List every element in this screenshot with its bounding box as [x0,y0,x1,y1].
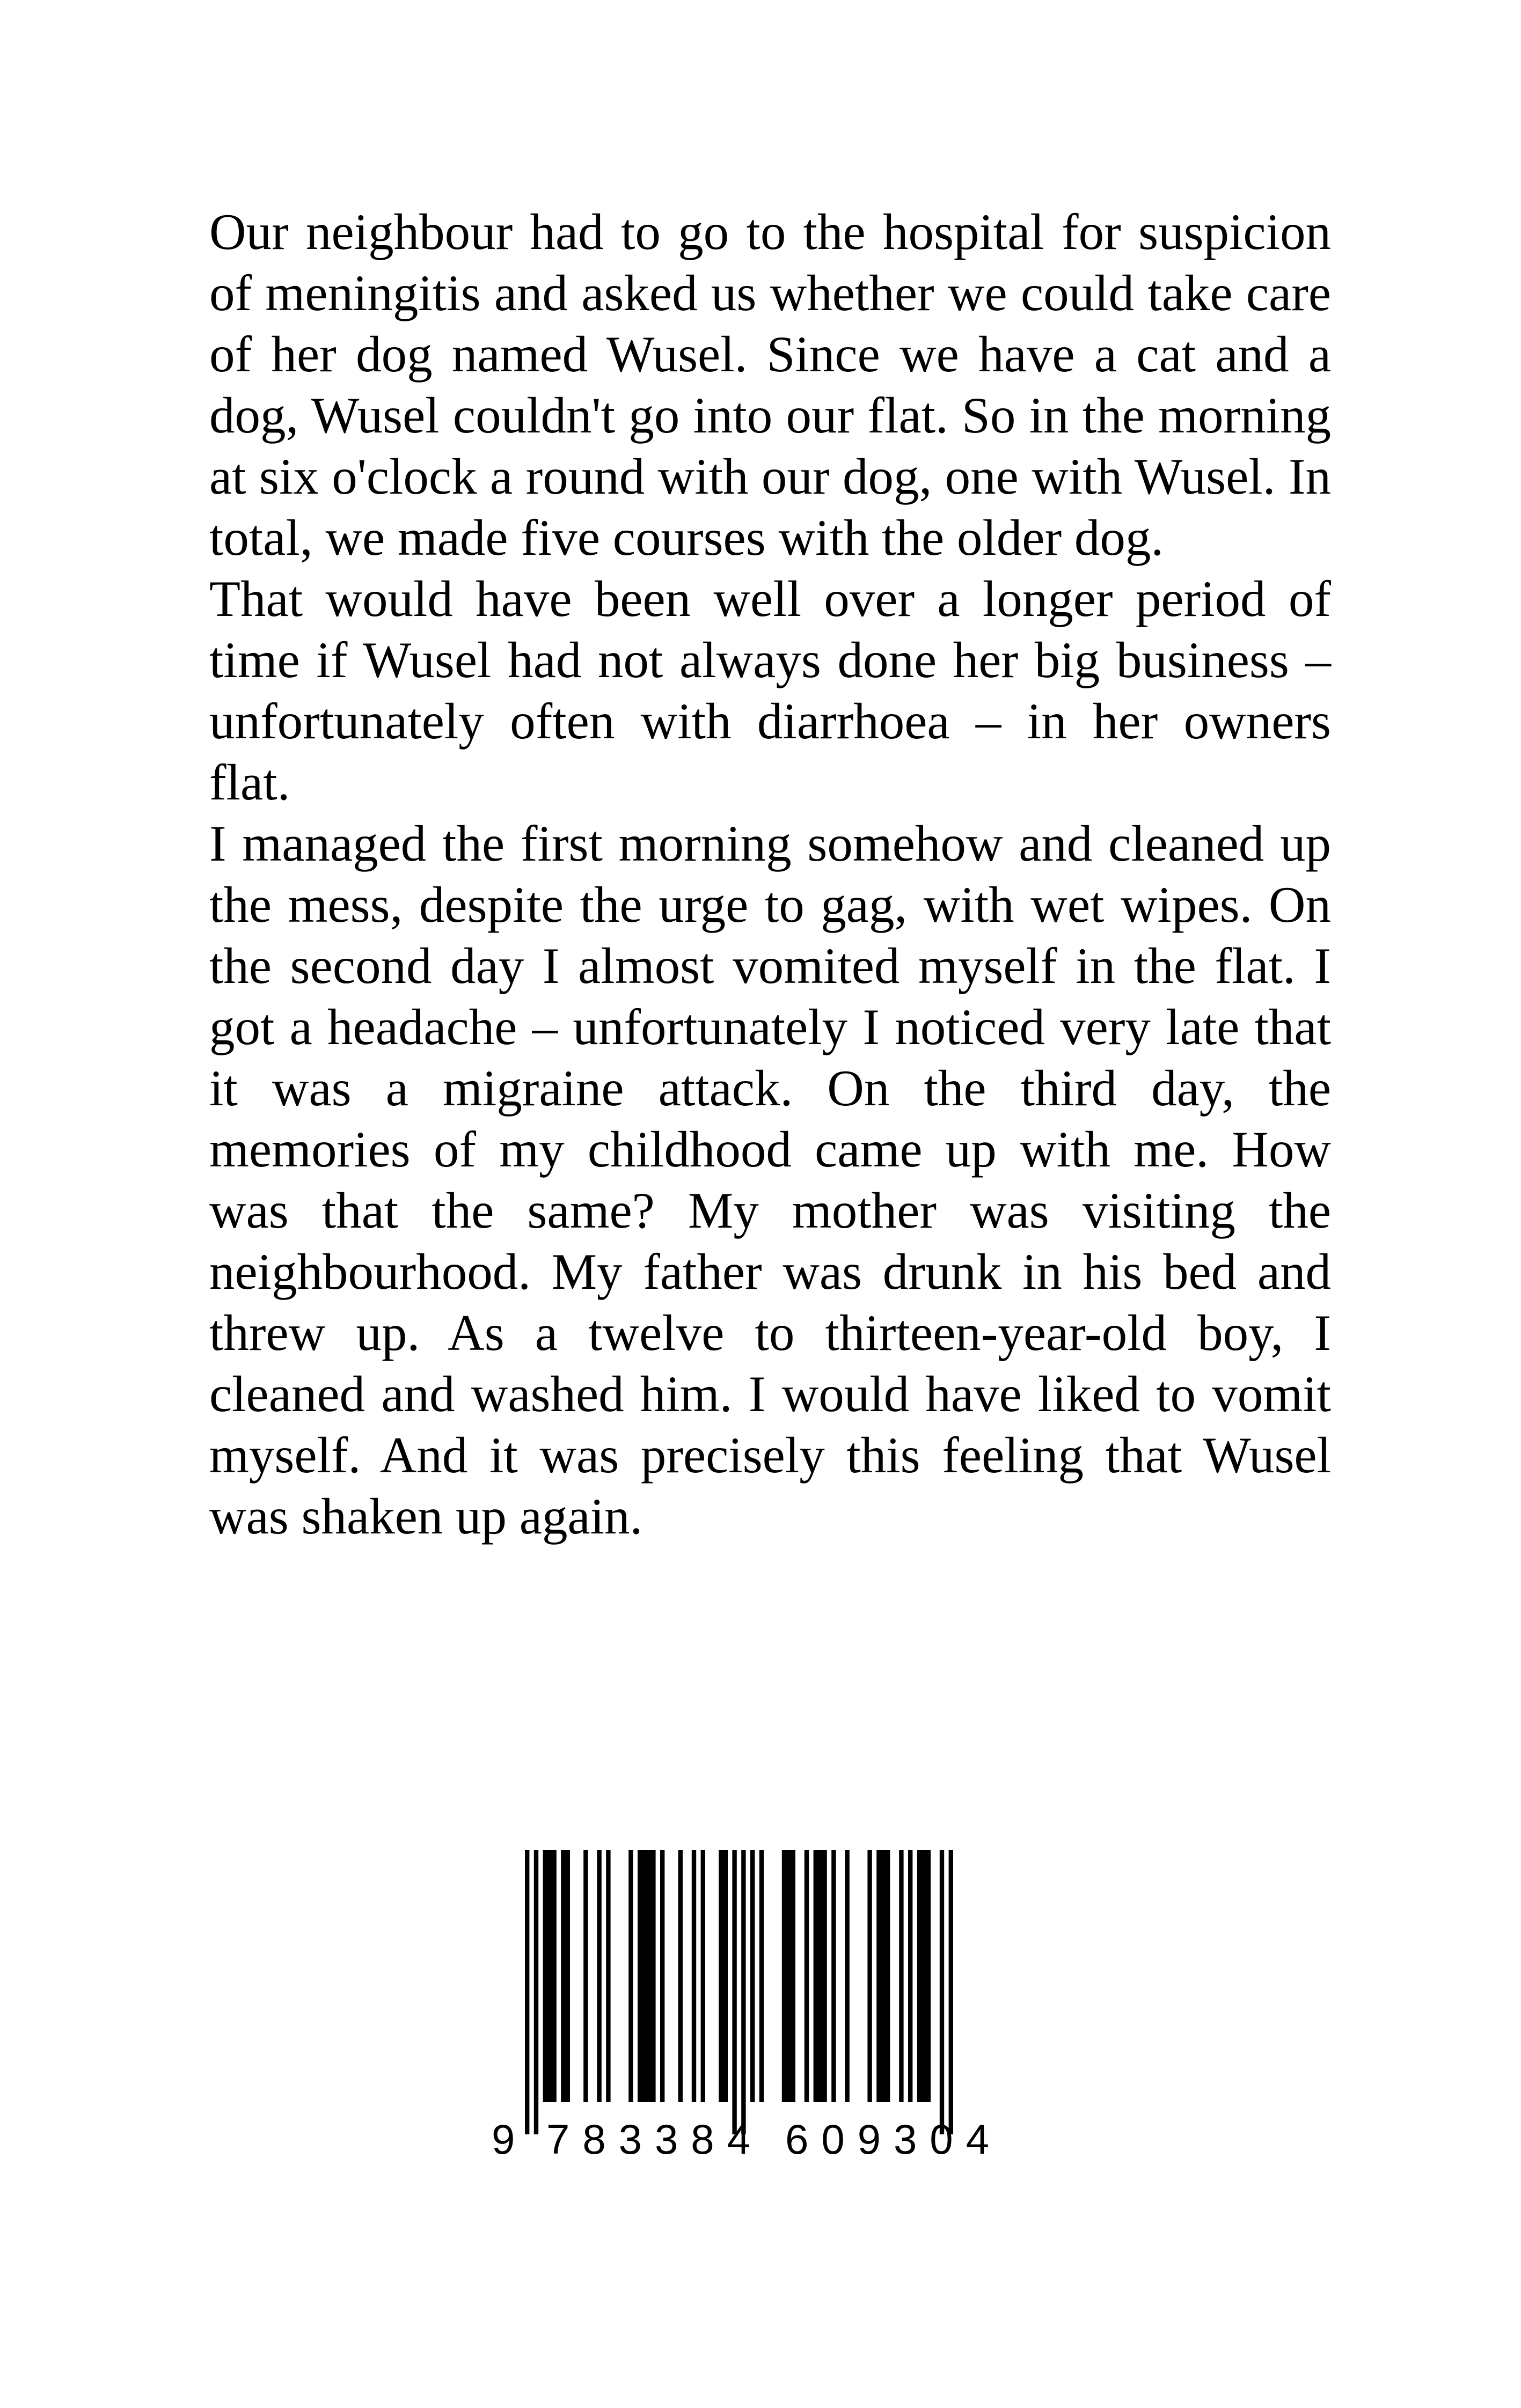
barcode-guard-bar [949,1850,953,2134]
barcode-bar [899,1850,903,2102]
barcode-bar [543,1850,557,2102]
blurb-text [209,201,1331,1547]
barcode-bar [814,1850,827,2102]
barcode-right-digits: 609304 [785,2116,989,2161]
barcode-guard-bar [732,1850,736,2134]
barcode-bar [750,1850,755,2102]
barcode-bar [917,1850,931,2102]
barcode-bar [719,1850,728,2102]
barcode-bar [867,1850,872,2102]
barcode-bar [638,1850,656,2102]
barcode-bar [561,1850,570,2102]
barcode-guard-bar [741,1850,745,2134]
barcode-bar [678,1850,683,2102]
barcode-guard-bar [534,1850,538,2134]
barcode-guard-bar [525,1850,529,2134]
barcode-bar [831,1850,836,2102]
barcode-guard-bar [940,1850,944,2134]
barcode-bar [805,1850,809,2102]
barcode-bar [597,1850,601,2102]
barcode-first-digit: 9 [492,2116,515,2161]
barcode-bar [660,1850,664,2102]
barcode-left-digits: 783384 [546,2116,750,2161]
barcode-bar [759,1850,764,2102]
blurb-paragraph-3: I managed the first morning somehow and cleaned up the mess, despite the urge to gag, with wet wipes. On the second day I almost vomited myself in the flat. I got a headache – unfortunately I noticed very late that it was a migraine attack. On the third day, the memories of my childhood came up with me. How was that the same? My mother was visiting the neighbourhood. My father was drunk in his bed and threw up. As a twelve to thirteen-year-old boy, I cleaned and washed him. I would have liked to vomit myself. And it was precisely this feeling that Wusel was shaken up again. [209,815,1331,1545]
barcode-bar [583,1850,588,2102]
blurb-paragraph-1: Our neighbour had to go to the hospital for suspicion of meningitis and asked us whether we could take care of her dog named Wusel. Since we have a cat and a dog, Wusel couldn't go into our flat. So in the morning at six o'clock a round with our dog, one with Wusel. In total, we made five courses with the older dog. [209,203,1331,566]
barcode-bar [845,1850,849,2102]
barcode-bar [876,1850,890,2102]
barcode-bar [692,1850,696,2102]
barcode-bar [908,1850,912,2102]
isbn-barcode [482,1850,1056,2161]
barcode-bar [606,1850,610,2102]
barcode-bar [628,1850,633,2102]
barcode-bar [701,1850,705,2102]
barcode-bar [782,1850,795,2102]
barcode-bars [482,1850,1056,2161]
blurb-paragraph-2: That would have been well over a longer period of time if Wusel had not always done her big business – unfortunately often with diarrhoea – in her owners flat. [209,570,1331,811]
